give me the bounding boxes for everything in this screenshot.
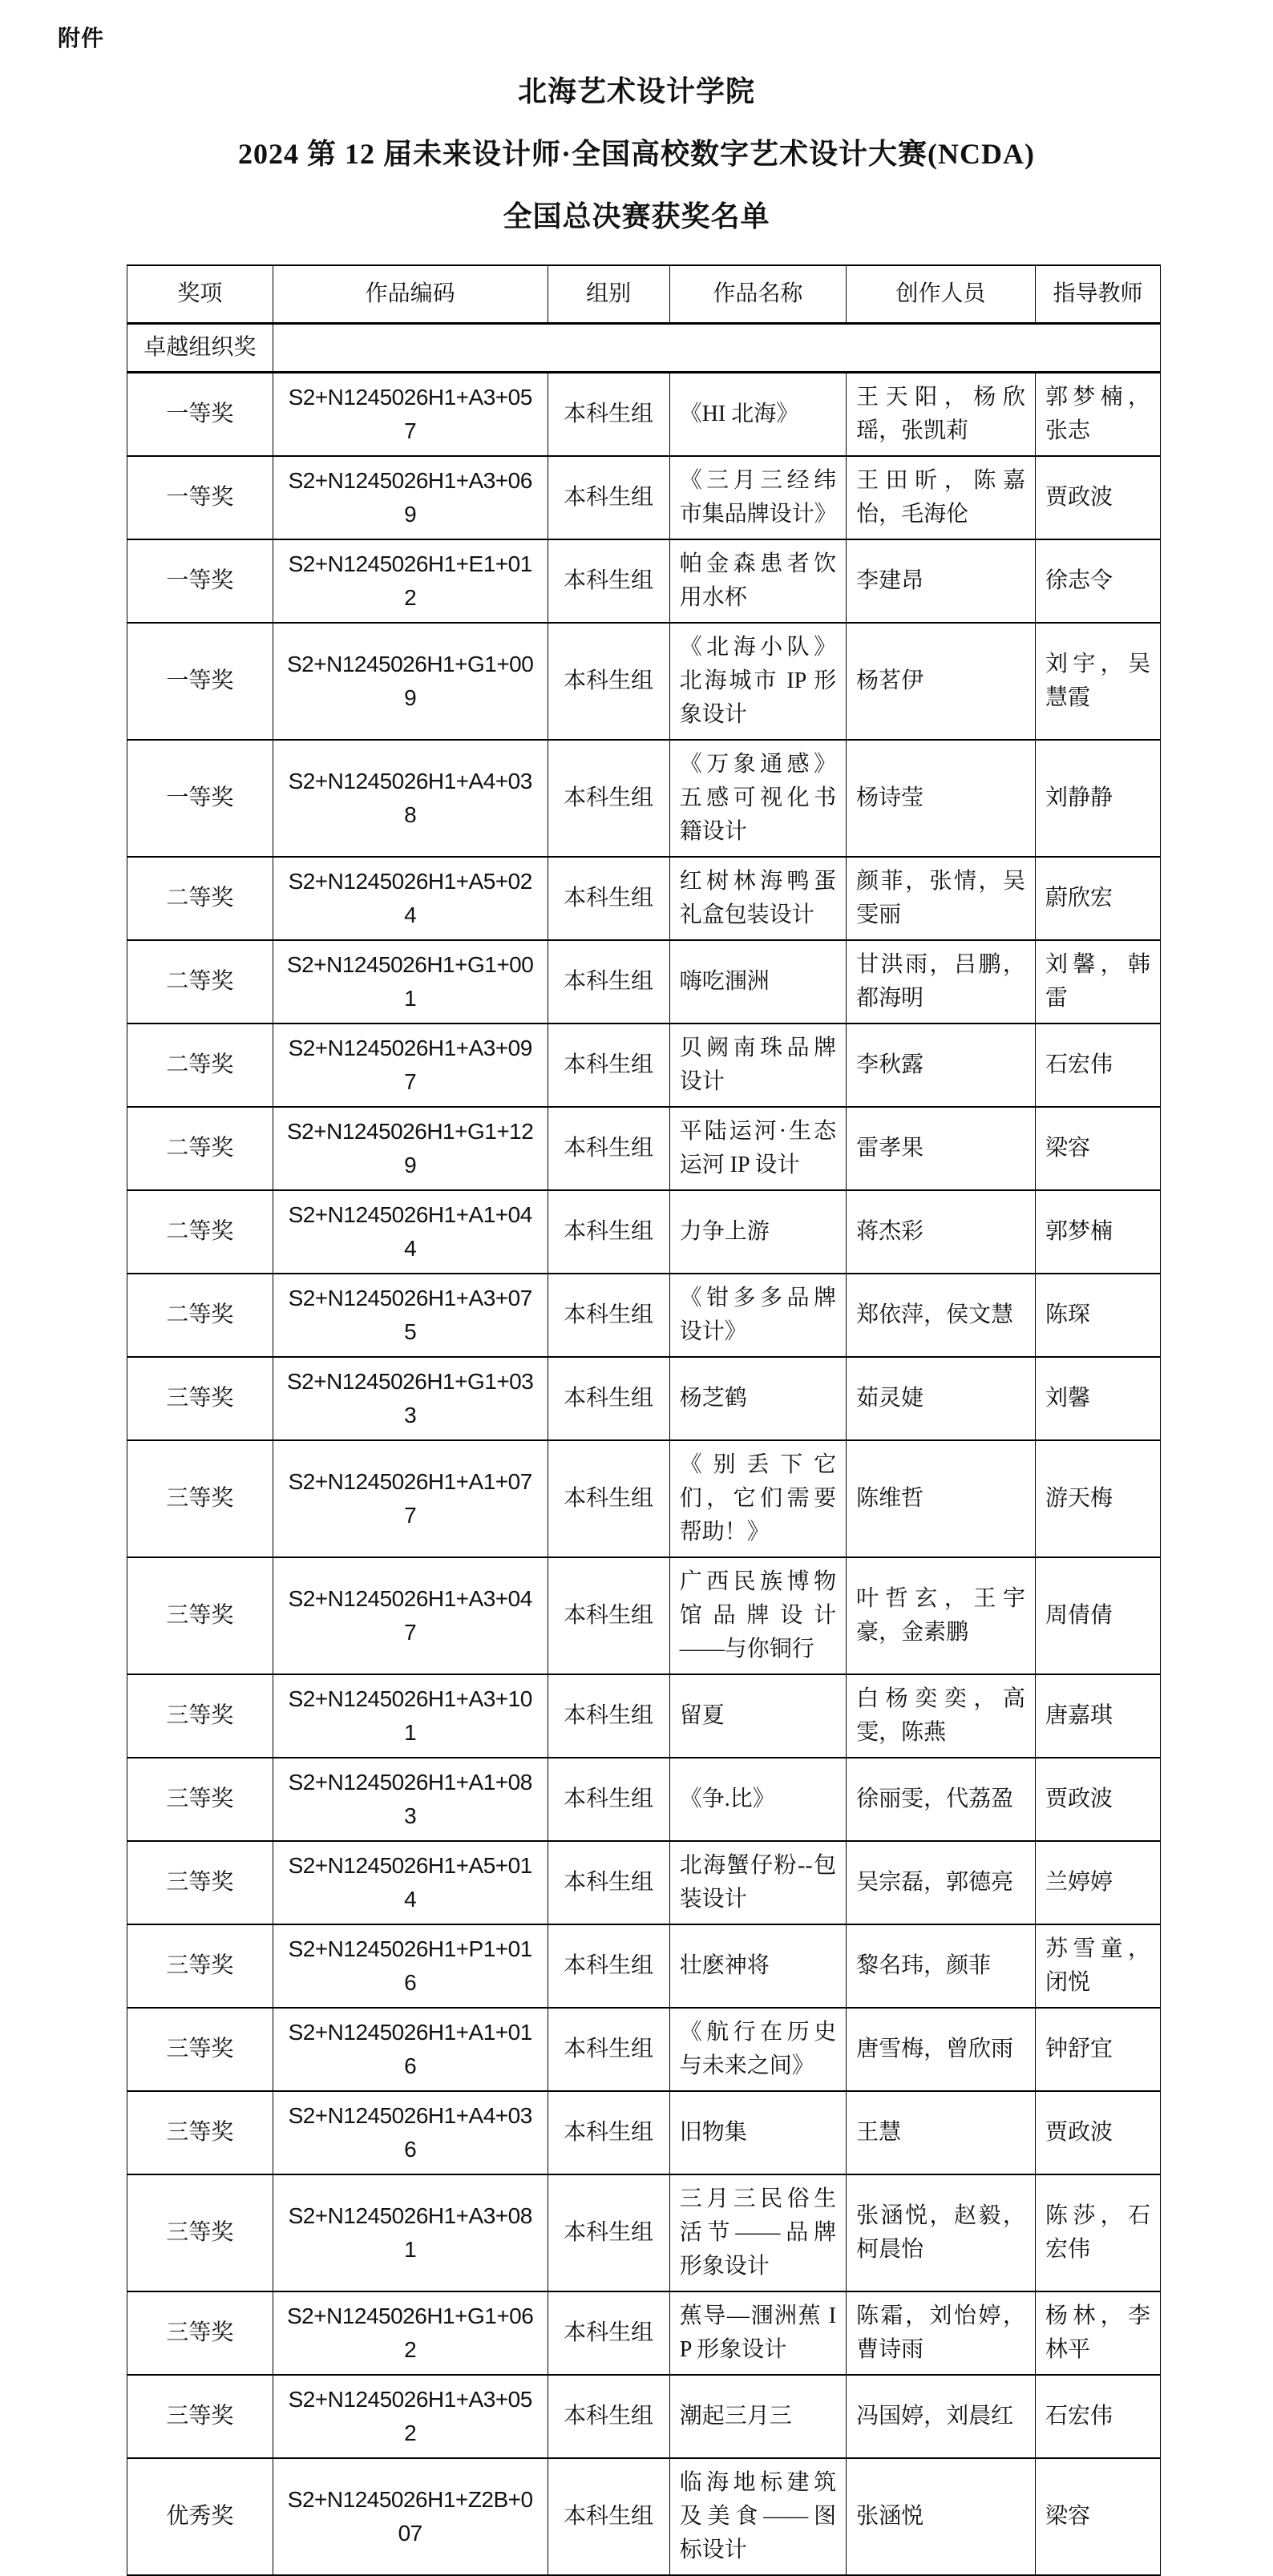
cell-award: 三等奖 bbox=[127, 1841, 273, 1924]
cell-award: 一等奖 bbox=[127, 539, 273, 623]
table-row bbox=[127, 1357, 1161, 1440]
cell-code: S2+N1245026H1+G1+062 bbox=[273, 2291, 548, 2375]
cell-creators: 白杨奕奕，高雯，陈燕 bbox=[847, 1674, 1036, 1758]
cell-work: 嗨吃涠洲 bbox=[669, 940, 846, 1024]
cell-award: 三等奖 bbox=[127, 1758, 273, 1841]
table-row bbox=[127, 1107, 1161, 1190]
cell-award: 一等奖 bbox=[127, 373, 273, 457]
table-row bbox=[127, 1557, 1161, 1674]
cell-code: S2+N1245026H1+A3+047 bbox=[273, 1557, 548, 1674]
cell-creators: 李秋露 bbox=[847, 1024, 1036, 1107]
table-row bbox=[127, 1674, 1161, 1758]
cell-award: 二等奖 bbox=[127, 1190, 273, 1274]
column-header-creators: 创作人员 bbox=[847, 265, 1036, 324]
table-row bbox=[127, 2008, 1161, 2091]
cell-group: 本科生组 bbox=[548, 940, 669, 1024]
cell-creators: 王天阳，杨欣瑶，张凯莉 bbox=[847, 373, 1036, 457]
cell-creators: 吴宗磊，郭德亮 bbox=[847, 1841, 1036, 1924]
column-header-teachers: 指导教师 bbox=[1035, 265, 1160, 324]
cell-work: 《北海小队》北海城市 IP 形象设计 bbox=[669, 623, 846, 740]
cell-group: 本科生组 bbox=[548, 2091, 669, 2174]
cell-teachers: 蔚欣宏 bbox=[1035, 857, 1160, 940]
cell-creators: 冯国婷，刘晨红 bbox=[847, 2375, 1036, 2458]
cell-group: 本科生组 bbox=[548, 1107, 669, 1190]
cell-teachers: 贾政波 bbox=[1035, 2091, 1160, 2174]
cell-group: 本科生组 bbox=[548, 1924, 669, 2008]
cell-award: 三等奖 bbox=[127, 1674, 273, 1758]
cell-creators: 王田昕，陈嘉怡，毛海伦 bbox=[847, 456, 1036, 539]
page-title-school: 北海艺术设计学院 bbox=[517, 75, 755, 107]
cell-code: S2+N1245026H1+A3+097 bbox=[273, 1024, 548, 1107]
cell-award: 三等奖 bbox=[127, 2174, 273, 2291]
cell-creators: 陈维哲 bbox=[847, 1440, 1036, 1557]
table-header-row bbox=[127, 265, 1161, 324]
table-row bbox=[127, 1190, 1161, 1274]
table-row bbox=[127, 1024, 1161, 1107]
cell-work: 《航行在历史与未来之间》 bbox=[669, 2008, 846, 2091]
table-row bbox=[127, 2091, 1161, 2174]
cell-group: 本科生组 bbox=[548, 539, 669, 623]
cell-teachers: 周倩倩 bbox=[1035, 1557, 1160, 1674]
cell-teachers: 刘宇，吴慧霞 bbox=[1035, 623, 1160, 740]
cell-code: S2+N1245026H1+A1+016 bbox=[273, 2008, 548, 2091]
cell-code: S2+N1245026H1+A5+024 bbox=[273, 857, 548, 940]
cell-creators: 黎名玮，颜菲 bbox=[847, 1924, 1036, 2008]
table-row bbox=[127, 2291, 1161, 2375]
cell-award: 三等奖 bbox=[127, 1440, 273, 1557]
cell-work: 《万象通感》五感可视化书籍设计 bbox=[669, 740, 846, 857]
cell-code: S2+N1245026H1+A3+052 bbox=[273, 2375, 548, 2458]
cell-group: 本科生组 bbox=[548, 2291, 669, 2375]
cell-work: 帕金森患者饮用水杯 bbox=[669, 539, 846, 623]
cell-award: 三等奖 bbox=[127, 1357, 273, 1440]
table-row bbox=[127, 740, 1161, 857]
document-titles bbox=[0, 0, 1273, 231]
cell-code: S2+N1245026H1+A3+101 bbox=[273, 1674, 548, 1758]
table-row bbox=[127, 1841, 1161, 1924]
cell-code: S2+N1245026H1+E1+012 bbox=[273, 539, 548, 623]
cell-group: 本科生组 bbox=[548, 623, 669, 740]
table-row bbox=[127, 1758, 1161, 1841]
cell-creators: 蒋杰彩 bbox=[847, 1190, 1036, 1274]
cell-code: S2+N1245026H1+G1+001 bbox=[273, 940, 548, 1024]
cell-teachers: 兰婷婷 bbox=[1035, 1841, 1160, 1924]
cell-group: 本科生组 bbox=[548, 1758, 669, 1841]
cell-creators: 茹灵婕 bbox=[847, 1357, 1036, 1440]
cell-code: S2+N1245026H1+A1+077 bbox=[273, 1440, 548, 1557]
table-row bbox=[127, 1924, 1161, 2008]
cell-group: 本科生组 bbox=[548, 1190, 669, 1274]
cell-creators: 甘洪雨，吕鹏，都海明 bbox=[847, 940, 1036, 1024]
cell-teachers: 徐志令 bbox=[1035, 539, 1160, 623]
cell-teachers: 钟舒宜 bbox=[1035, 2008, 1160, 2091]
cell-teachers: 唐嘉琪 bbox=[1035, 1674, 1160, 1758]
cell-creators: 张涵悦 bbox=[847, 2458, 1036, 2575]
column-header-code: 作品编码 bbox=[273, 265, 548, 324]
cell-teachers: 贾政波 bbox=[1035, 456, 1160, 539]
cell-creators: 徐丽雯，代荔盈 bbox=[847, 1758, 1036, 1841]
table-row bbox=[127, 2458, 1161, 2575]
cell-code: S2+N1245026H1+A4+038 bbox=[273, 740, 548, 857]
cell-creators: 唐雪梅，曾欣雨 bbox=[847, 2008, 1036, 2091]
cell-creators: 杨诗莹 bbox=[847, 740, 1036, 857]
cell-award: 优秀奖 bbox=[127, 2458, 273, 2575]
table-row bbox=[127, 940, 1161, 1024]
page-title-competition: 2024 第 12 届未来设计师·全国高校数字艺术设计大赛(NCDA) bbox=[238, 138, 1035, 170]
cell-creators: 雷孝果 bbox=[847, 1107, 1036, 1190]
cell-work: 北海蟹仔粉--包装设计 bbox=[669, 1841, 846, 1924]
cell-work: 《钳多多品牌设计》 bbox=[669, 1274, 846, 1357]
cell-work: 壮麽神将 bbox=[669, 1924, 846, 2008]
cell-creators: 郑依萍，侯文慧 bbox=[847, 1274, 1036, 1357]
cell-teachers: 刘静静 bbox=[1035, 740, 1160, 857]
cell-award: 二等奖 bbox=[127, 857, 273, 940]
table-row bbox=[127, 539, 1161, 623]
table-row bbox=[127, 1440, 1161, 1557]
cell-work: 《HI 北海》 bbox=[669, 373, 846, 457]
cell-award: 三等奖 bbox=[127, 1557, 273, 1674]
cell-teachers: 梁容 bbox=[1035, 1107, 1160, 1190]
table-row bbox=[127, 857, 1161, 940]
column-header-work: 作品名称 bbox=[669, 265, 846, 324]
cell-work: 《别丢下它们，它们需要帮助！》 bbox=[669, 1440, 846, 1557]
cell-teachers: 郭梦楠 bbox=[1035, 1190, 1160, 1274]
cell-code: S2+N1245026H1+Z2B+007 bbox=[273, 2458, 548, 2575]
table-row bbox=[127, 1274, 1161, 1357]
cell-group: 本科生组 bbox=[548, 1357, 669, 1440]
page-title-award-list: 全国总决赛获奖名单 bbox=[503, 200, 770, 232]
cell-group: 本科生组 bbox=[548, 2375, 669, 2458]
cell-award: 三等奖 bbox=[127, 2091, 273, 2174]
cell-work: 红树林海鸭蛋礼盒包装设计 bbox=[669, 857, 846, 940]
cell-group: 本科生组 bbox=[548, 1274, 669, 1357]
cell-group: 本科生组 bbox=[548, 857, 669, 940]
cell-teachers: 刘馨，韩雷 bbox=[1035, 940, 1160, 1024]
cell-creators: 颜菲，张情，吴雯丽 bbox=[847, 857, 1036, 940]
cell-work: 潮起三月三 bbox=[669, 2375, 846, 2458]
cell-group: 本科生组 bbox=[548, 1557, 669, 1674]
cell-work: 蕉导—涠洲蕉 IP 形象设计 bbox=[669, 2291, 846, 2375]
cell-work: 力争上游 bbox=[669, 1190, 846, 1274]
table-row bbox=[127, 373, 1161, 457]
column-header-award: 奖项 bbox=[127, 265, 273, 324]
cell-work: 平陆运河·生态运河 IP 设计 bbox=[669, 1107, 846, 1190]
cell-code: S2+N1245026H1+A1+083 bbox=[273, 1758, 548, 1841]
cell-creators: 杨茗伊 bbox=[847, 623, 1036, 740]
cell-teachers: 石宏伟 bbox=[1035, 2375, 1160, 2458]
cell-group: 本科生组 bbox=[548, 2458, 669, 2575]
attachment-label: 附件 bbox=[58, 26, 105, 51]
cell-teachers: 刘馨 bbox=[1035, 1357, 1160, 1440]
cell-creators: 陈霜，刘怡婷，曹诗雨 bbox=[847, 2291, 1036, 2375]
cell-group: 本科生组 bbox=[548, 1440, 669, 1557]
special-award-row bbox=[127, 324, 1161, 373]
cell-group: 本科生组 bbox=[548, 1674, 669, 1758]
award-table-body bbox=[127, 324, 1161, 2576]
cell-teachers: 石宏伟 bbox=[1035, 1024, 1160, 1107]
cell-award: 一等奖 bbox=[127, 456, 273, 539]
cell-teachers: 梁容 bbox=[1035, 2458, 1160, 2575]
cell-code: S2+N1245026H1+G1+033 bbox=[273, 1357, 548, 1440]
special-award-empty-cell bbox=[273, 324, 1160, 373]
cell-work: 《争.比》 bbox=[669, 1758, 846, 1841]
cell-award: 一等奖 bbox=[127, 623, 273, 740]
cell-code: S2+N1245026H1+A3+069 bbox=[273, 456, 548, 539]
cell-code: S2+N1245026H1+G1+009 bbox=[273, 623, 548, 740]
cell-group: 本科生组 bbox=[548, 2174, 669, 2291]
cell-work: 留夏 bbox=[669, 1674, 846, 1758]
cell-code: S2+N1245026H1+A3+081 bbox=[273, 2174, 548, 2291]
cell-code: S2+N1245026H1+A3+075 bbox=[273, 1274, 548, 1357]
cell-code: S2+N1245026H1+A5+014 bbox=[273, 1841, 548, 1924]
cell-work: 广西民族博物馆品牌设计——与你铜行 bbox=[669, 1557, 846, 1674]
cell-work: 贝阙南珠品牌设计 bbox=[669, 1024, 846, 1107]
cell-work: 三月三民俗生活节——品牌形象设计 bbox=[669, 2174, 846, 2291]
cell-group: 本科生组 bbox=[548, 373, 669, 457]
table-row bbox=[127, 2174, 1161, 2291]
cell-code: S2+N1245026H1+A4+036 bbox=[273, 2091, 548, 2174]
cell-award: 三等奖 bbox=[127, 1924, 273, 2008]
cell-group: 本科生组 bbox=[548, 456, 669, 539]
cell-teachers: 杨林，李林平 bbox=[1035, 2291, 1160, 2375]
cell-award: 三等奖 bbox=[127, 2375, 273, 2458]
cell-award: 一等奖 bbox=[127, 740, 273, 857]
table-row bbox=[127, 456, 1161, 539]
cell-work: 临海地标建筑及美食——图标设计 bbox=[669, 2458, 846, 2575]
cell-award: 三等奖 bbox=[127, 2291, 273, 2375]
cell-group: 本科生组 bbox=[548, 1024, 669, 1107]
table-row bbox=[127, 623, 1161, 740]
cell-creators: 王慧 bbox=[847, 2091, 1036, 2174]
cell-creators: 李建昂 bbox=[847, 539, 1036, 623]
cell-work: 《三月三经纬市集品牌设计》 bbox=[669, 456, 846, 539]
cell-teachers: 陈莎，石宏伟 bbox=[1035, 2174, 1160, 2291]
cell-work: 旧物集 bbox=[669, 2091, 846, 2174]
cell-code: S2+N1245026H1+G1+129 bbox=[273, 1107, 548, 1190]
cell-award: 二等奖 bbox=[127, 940, 273, 1024]
special-award-label: 卓越组织奖 bbox=[127, 324, 273, 373]
cell-award: 二等奖 bbox=[127, 1024, 273, 1107]
cell-teachers: 游天梅 bbox=[1035, 1440, 1160, 1557]
cell-group: 本科生组 bbox=[548, 740, 669, 857]
cell-creators: 叶哲玄，王宇豪，金素鹏 bbox=[847, 1557, 1036, 1674]
cell-teachers: 陈琛 bbox=[1035, 1274, 1160, 1357]
table-row bbox=[127, 2375, 1161, 2458]
cell-code: S2+N1245026H1+P1+016 bbox=[273, 1924, 548, 2008]
cell-teachers: 贾政波 bbox=[1035, 1758, 1160, 1841]
cell-teachers: 郭梦楠，张志 bbox=[1035, 373, 1160, 457]
cell-teachers: 苏雪童，闭悦 bbox=[1035, 1924, 1160, 2008]
cell-award: 三等奖 bbox=[127, 2008, 273, 2091]
cell-creators: 张涵悦，赵毅，柯晨怡 bbox=[847, 2174, 1036, 2291]
cell-code: S2+N1245026H1+A1+044 bbox=[273, 1190, 548, 1274]
cell-work: 杨芝鹤 bbox=[669, 1357, 846, 1440]
cell-group: 本科生组 bbox=[548, 2008, 669, 2091]
cell-award: 二等奖 bbox=[127, 1107, 273, 1190]
cell-group: 本科生组 bbox=[548, 1841, 669, 1924]
awards-table bbox=[127, 264, 1161, 2576]
column-header-group: 组别 bbox=[548, 265, 669, 324]
cell-award: 二等奖 bbox=[127, 1274, 273, 1357]
cell-code: S2+N1245026H1+A3+057 bbox=[273, 373, 548, 457]
